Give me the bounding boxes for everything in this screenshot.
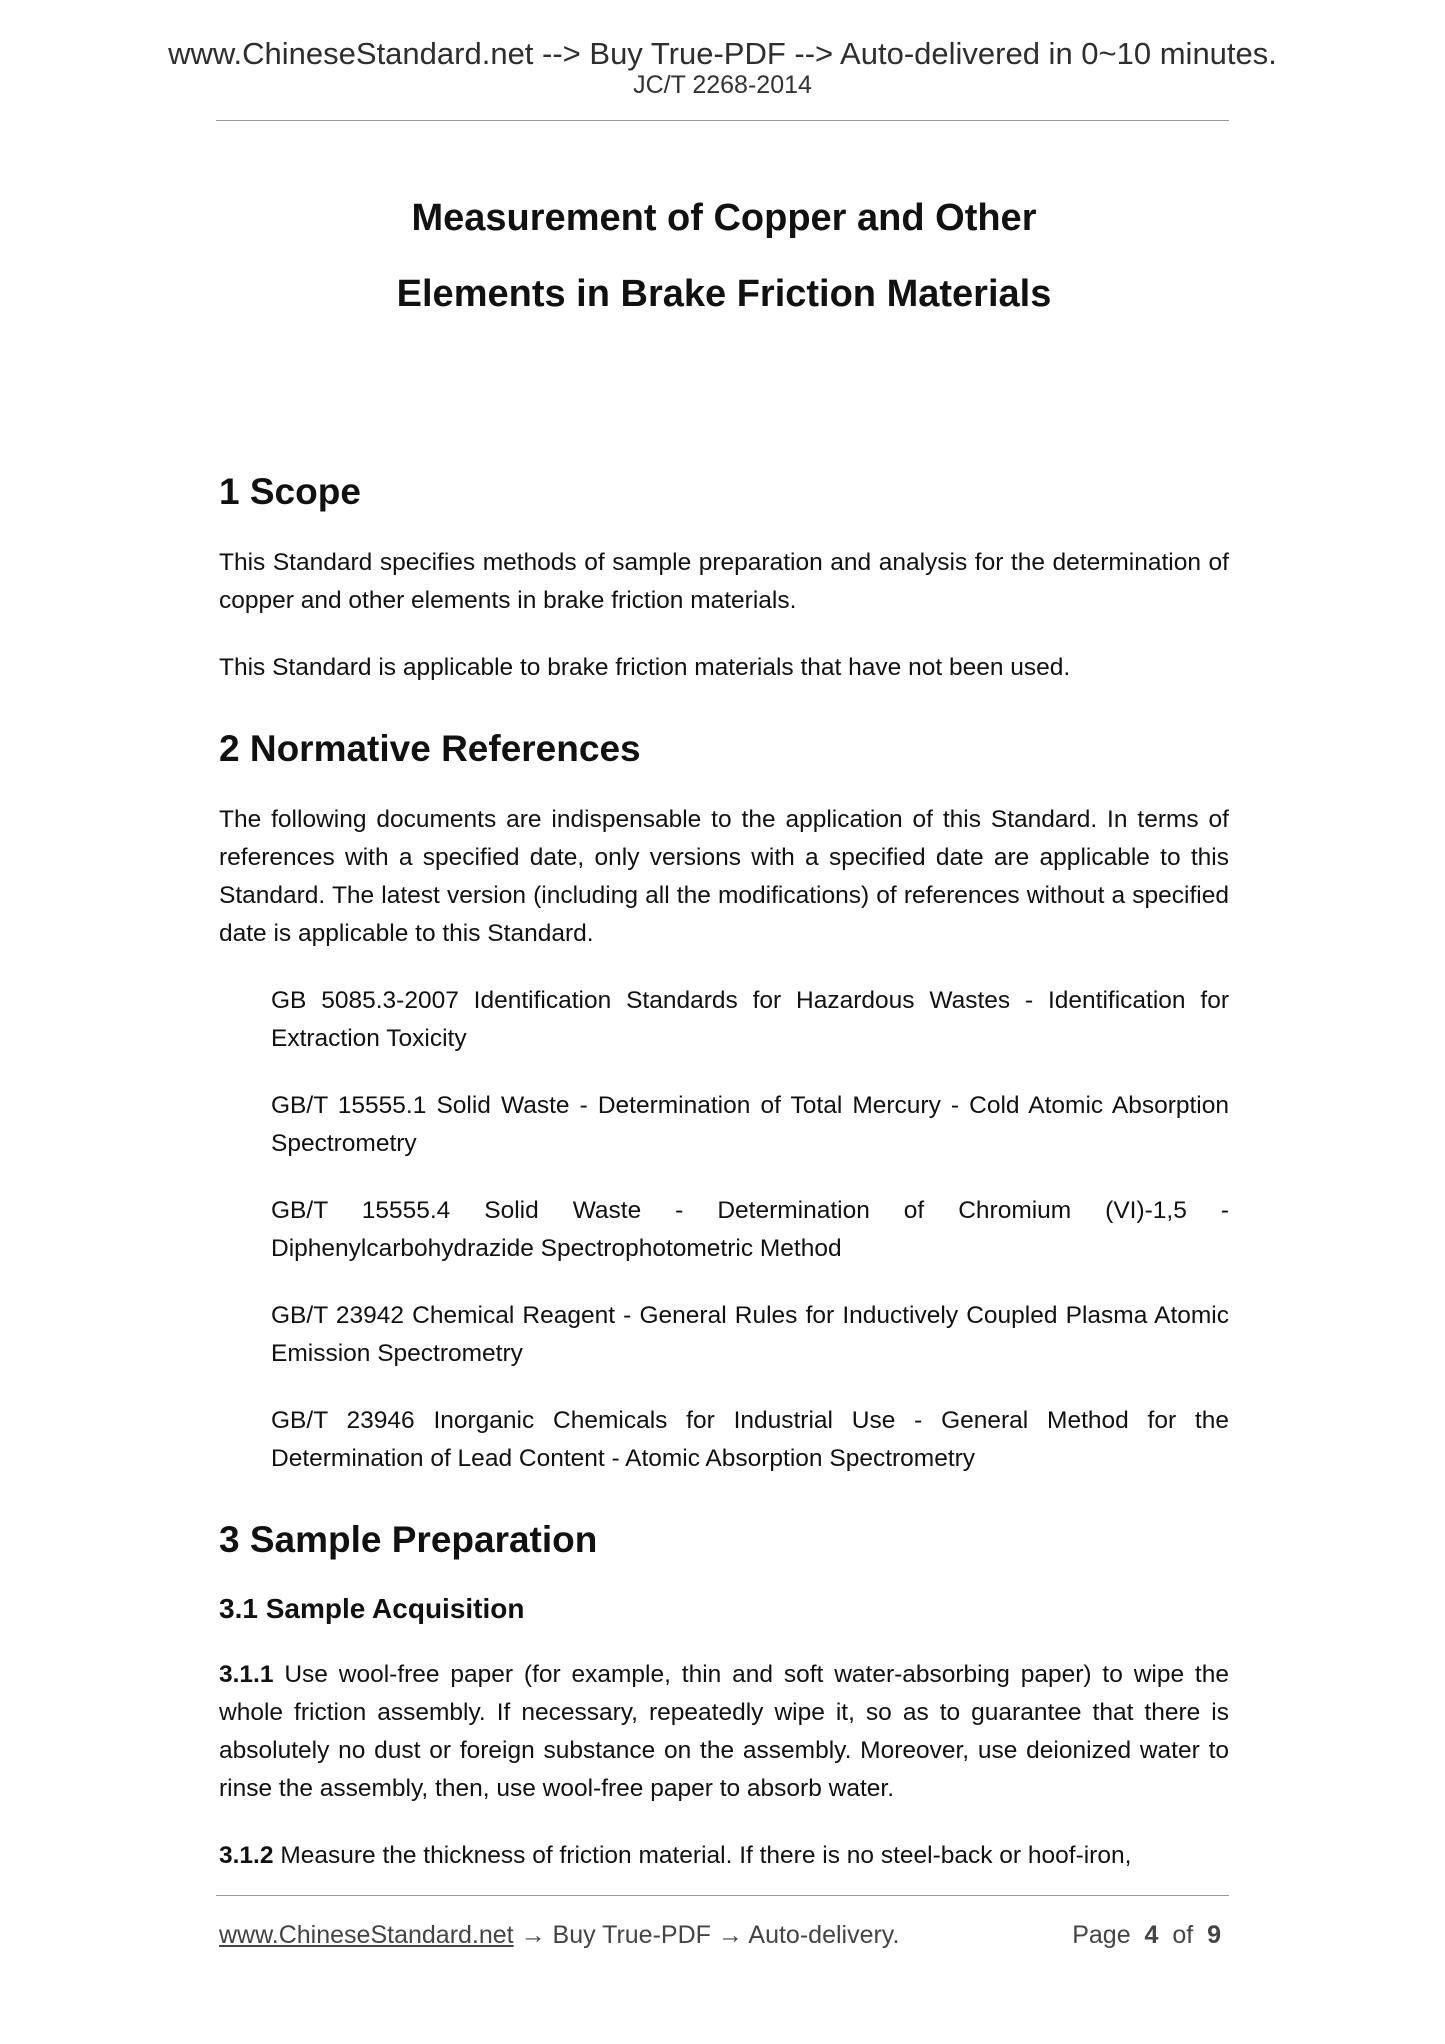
page-of-label: of [1172,1921,1194,1949]
reference-item: GB/T 23946 Inorganic Chemicals for Industrial Use - General Method for the Determination of Lead Content - Atomic Absorption Spectrometry [271,1407,1229,1472]
subsection-3-1-heading: 3.1 Sample Acquisition [219,1593,525,1624]
reference-item: GB 5085.3-2007 Identification Standards for Hazardous Wastes - Identification for Extraction Toxicity [271,987,1229,1052]
reference-item: GB/T 23942 Chemical Reagent - General Rules for Inductively Coupled Plasma Atomic Emission Spectrometry [271,1302,1229,1367]
header-divider [216,120,1229,121]
page-total: 9 [1207,1921,1221,1949]
page-indicator [1072,1918,1221,1952]
references-intro: The following documents are indispensable to the application of this Standard. In terms of references with a specified date, only versions with a specified date are applicable to this Standard. The latest version (including all the modifications) of references without a specified date is applicable to this Standard. [219,806,1229,947]
document-number: JC/T 2268-2014 [633,71,812,99]
page-body [219,180,1229,1875]
scope-paragraph-2: This Standard is applicable to brake friction materials that have not been used. [219,654,1071,681]
scope-paragraph-1: This Standard specifies methods of sample preparation and analysis for the determination of copper and other elements in brake friction materials. [219,549,1229,614]
section-3-heading: 3 Sample Preparation [219,1519,598,1560]
footer-site-link[interactable]: www.ChineseStandard.net [219,1921,514,1949]
section-2-heading: 2 Normative References [219,728,641,769]
section-1-heading: 1 Scope [219,471,361,512]
reference-item: GB/T 15555.4 Solid Waste - Determination of Chromium (VI)-1,5 - Diphenylcarbohydrazide Spectrophotometric Method [271,1197,1229,1262]
clause-3-1-1 [219,1656,1229,1808]
document-title-line-1: Measurement of Copper and Other [411,197,1037,239]
clause-number: 3.1.2 [219,1842,274,1869]
footer-divider [216,1895,1229,1896]
page-footer [219,1918,1229,1952]
footer-tagline: → Buy True-PDF → Auto-delivery. [520,1921,900,1949]
document-title-line-2: Elements in Brake Friction Materials [396,273,1052,315]
clause-text: Use wool-free paper (for example, thin and soft water-absorbing paper) to wipe the whole friction assembly. If necessary, repeatedly wipe it, so as to guarantee that there is absolutely no dust or foreign substance on the assembly. Moreover, use deionized water to rinse the assembly, then, use wool-free paper to absorb water. [219,1661,1229,1802]
clause-number: 3.1.1 [219,1661,274,1688]
clause-3-1-2 [219,1837,1229,1875]
reference-item: GB/T 15555.1 Solid Waste - Determination of Total Mercury - Cold Atomic Absorption Spectrometry [271,1092,1229,1157]
clause-text: Measure the thickness of friction material. If there is no steel-back or hoof-iron, [280,1842,1132,1869]
header-banner: www.ChineseStandard.net --> Buy True-PDF --> Auto-delivered in 0~10 minutes. [168,36,1277,71]
page-current: 4 [1144,1921,1159,1949]
page-label: Page [1072,1921,1131,1949]
